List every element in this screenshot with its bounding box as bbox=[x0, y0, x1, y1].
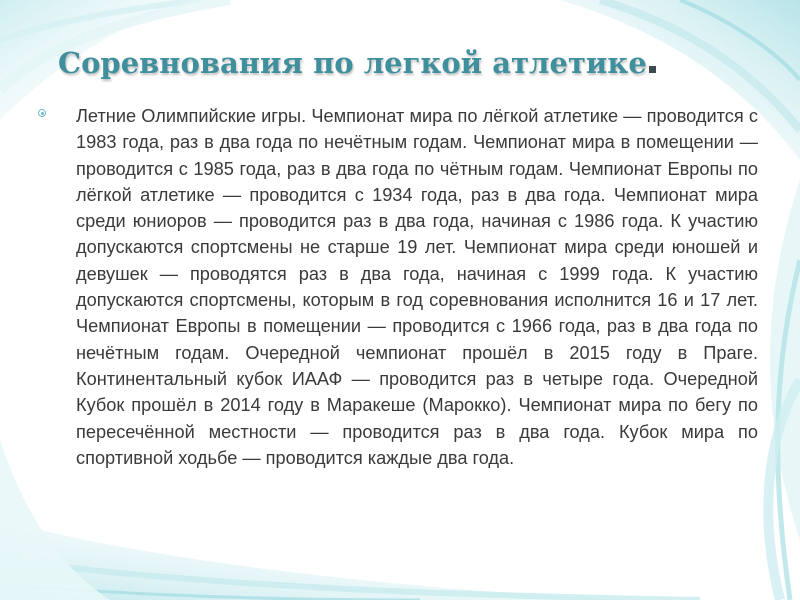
bullet-icon bbox=[38, 109, 46, 117]
slide-title-text: Соревнования по легкой атлетике bbox=[58, 46, 647, 80]
slide-body-text: Летние Олимпийские игры. Чемпионат мира по лёгкой атлетике — проводится с 1983 года, раз в два года по нечётным годам. Чемпионат мира в помещении — проводится с 1985 года, раз в два года по чётным годам. Чемпионат Европы по лёгкой атлетике — проводится с 1934 года, раз в два года. Чемпионат мира среди юниоров — проводится раз в два года, начиная с 1986 года. К участию допускаются спортсмены не старше 19 лет. Чемпионат мира среди юношей и девушек — проводятся раз в два года, начиная с 1999 года. К участию допускаются спортсмены, которым в год соревнования исполнится 16 и 17 лет. Чемпионат Европы в помещении — проводится с 1966 года, раз в два года по нечётным годам. Очередной чемпионат прошёл в 2015 году в Праге. Континентальный кубок ИААФ — проводится раз в четыре года. Очередной Кубок прошёл в 2014 году в Маракеше (Марокко). Чемпионат мира по бегу по пересечённой местности — проводится раз в два года. Кубок мира по спортивной ходьбе — проводится каждые два года. bbox=[76, 106, 758, 468]
slide-title bbox=[58, 46, 656, 80]
title-end-mark bbox=[649, 66, 656, 73]
slide-content bbox=[38, 103, 758, 553]
